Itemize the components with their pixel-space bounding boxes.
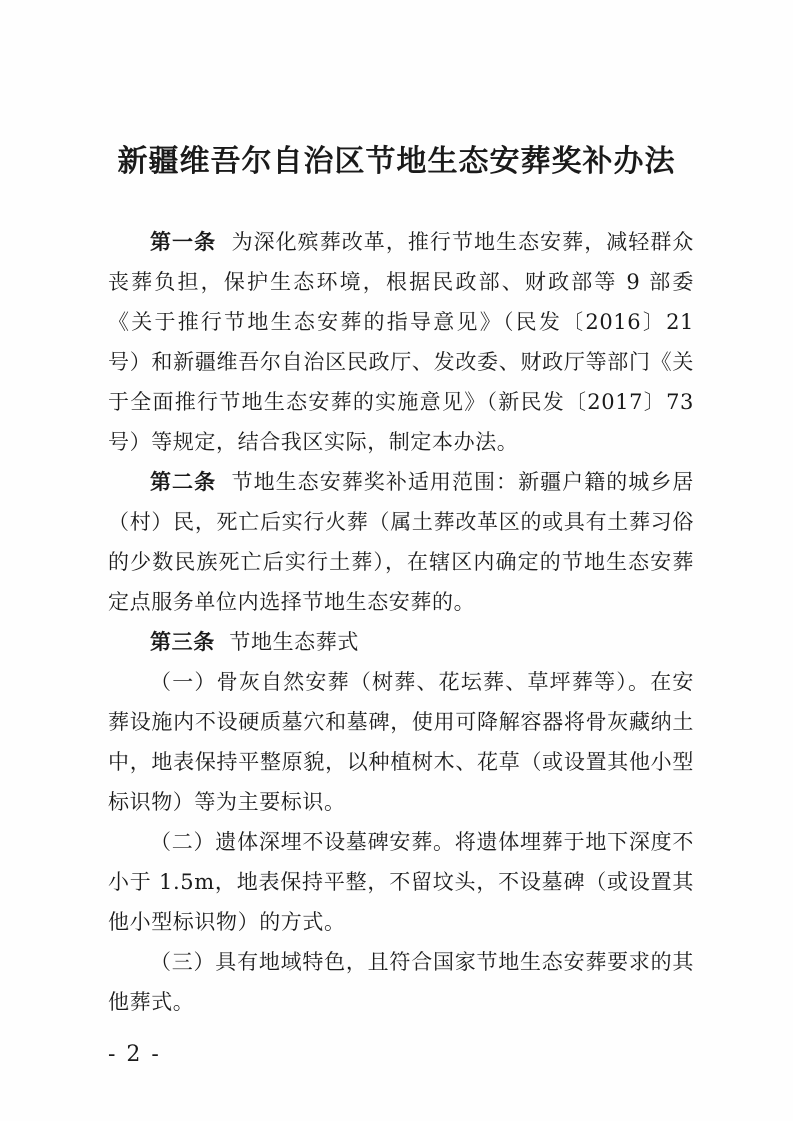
article-2-paragraph (108, 462, 694, 622)
article-2-text: 节地生态安葬奖补适用范围：新疆户籍的城乡居（村）民，死亡后实行火葬（属土葬改革区的或具有土葬习俗的少数民族死亡后实行土葬），在辖区内确定的节地生态安葬定点服务单位内选择节地生态安葬的。 (108, 470, 694, 614)
article-3-paragraph (108, 622, 694, 662)
article-3-item-1: （一）骨灰自然安葬（树葬、花坛葬、草坪葬等）。在安葬设施内不设硬质墓穴和墓碑，使用可降解容器将骨灰藏纳土中，地表保持平整原貌，以种植树木、花草（或设置其他小型标识物）等为主要标识。 (108, 670, 694, 814)
article-3-heading: 第三条 (150, 629, 215, 654)
article-1-heading: 第一条 (150, 229, 217, 254)
article-3-item-3: （三）具有地域特色，且符合国家节地生态安葬要求的其他葬式。 (108, 950, 694, 1014)
document-body (108, 222, 694, 1022)
article-1-paragraph (108, 222, 694, 462)
article-2-heading: 第二条 (150, 469, 217, 494)
article-1-text: 为深化殡葬改革，推行节地生态安葬，减轻群众丧葬负担，保护生态环境，根据民政部、财政部等 9 部委《关于推行节地生态安葬的指导意见》（民发〔2016〕21 号）和新疆维吾尔自治区民政厅、发改委、财政厅等部门《关于全面推行节地生态安葬的实施意见》（新民发〔2017〕73 号）等规定，结合我区实际，制定本办法。 (108, 230, 694, 454)
article-3-text: 节地生态葬式 (229, 630, 359, 654)
document-title: 新疆维吾尔自治区节地生态安葬奖补办法 (117, 144, 676, 179)
article-3-item-2: （二）遗体深埋不设墓碑安葬。将遗体埋葬于地下深度不小于 1.5m，地表保持平整，不留坟头，不设墓碑（或设置其他小型标识物）的方式。 (108, 830, 694, 934)
page-number: - 2 - (108, 1042, 161, 1067)
